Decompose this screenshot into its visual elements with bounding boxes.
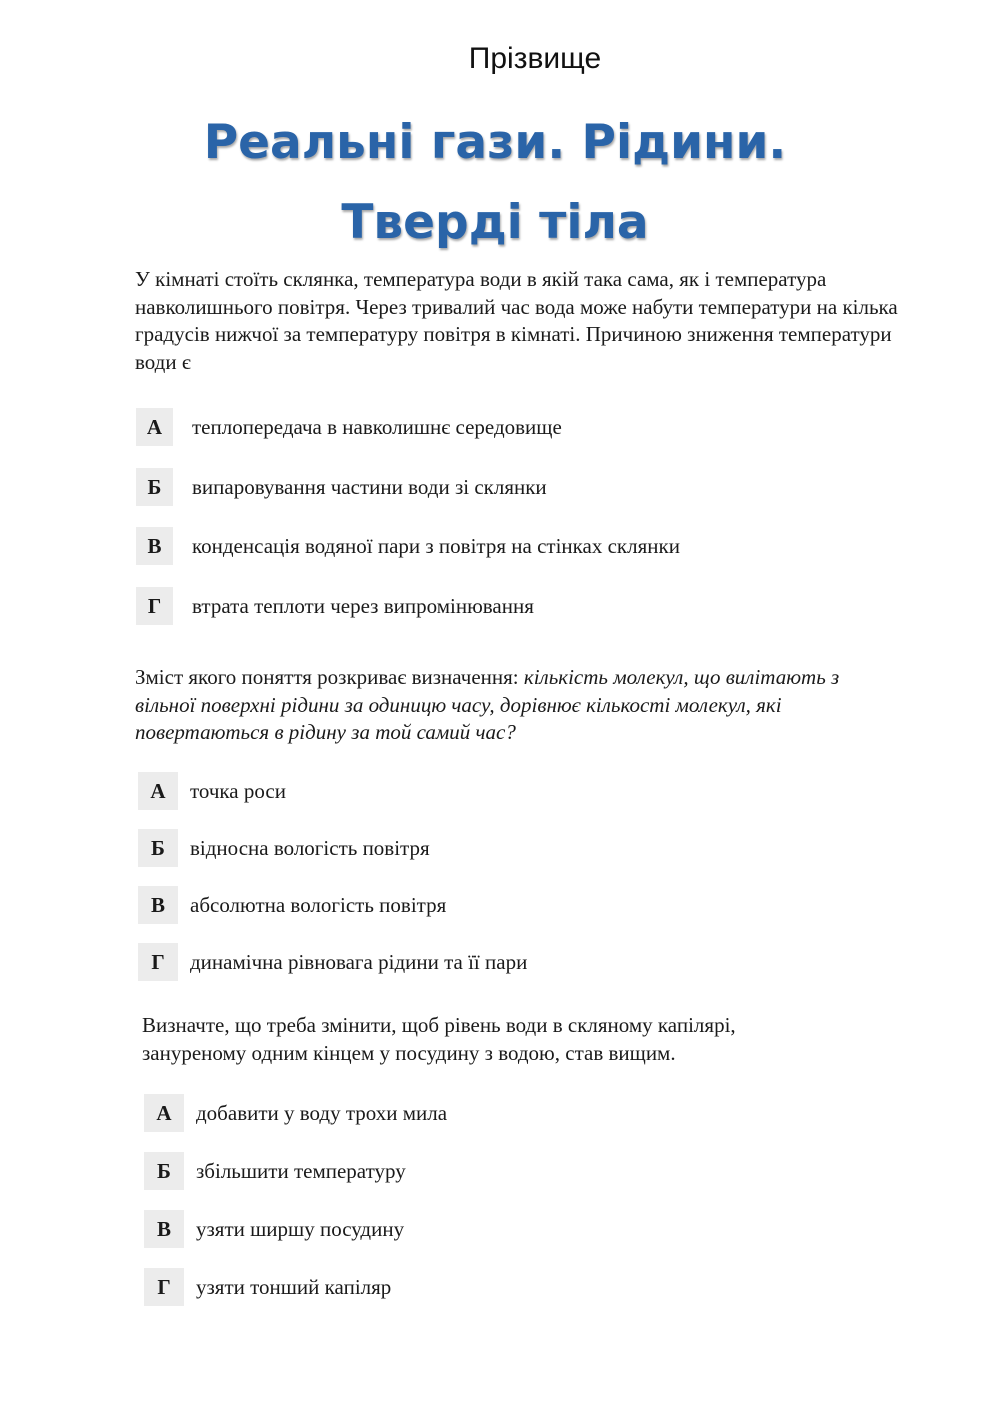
option-text: добавити у воду трохи мила xyxy=(196,1101,448,1125)
option-letter: Г xyxy=(138,943,178,981)
option-letter: Г xyxy=(144,1268,184,1306)
option-letter: В xyxy=(144,1210,184,1248)
surname-label: Прізвище xyxy=(468,42,602,75)
option-letter: Г xyxy=(136,587,173,625)
option-text: відносна вологість повітря xyxy=(190,836,430,860)
option-text: втрата теплоти через випромінювання xyxy=(192,594,534,618)
option-text: абсолютна вологість повітря xyxy=(190,893,447,917)
option-text: точка роси xyxy=(190,779,286,803)
option-letter: В xyxy=(136,527,173,565)
question-2-text-italic: кількість молекул, що вилітають з вільної поверхні рідини за одиницю часу, дорівнює кількості молекул, які повертаються в рідину за той самий час? xyxy=(135,665,840,744)
option-letter: В xyxy=(138,886,178,924)
option-text: випаровування частини води зі склянки xyxy=(192,475,547,499)
option-text: динамічна рівновага рідини та її пари xyxy=(190,950,528,974)
option-text: конденсація водяної пари з повітря на стінках склянки xyxy=(192,534,680,558)
question-2-text xyxy=(135,664,875,747)
option-letter: Б xyxy=(136,468,173,506)
option-letter: А xyxy=(136,408,173,446)
page-title-line2: Тверді тіла xyxy=(341,195,649,250)
option-letter: Б xyxy=(144,1152,184,1190)
question-2-text-plain: Зміст якого поняття розкриває визначення: xyxy=(135,665,524,689)
option-text: узяти ширшу посудину xyxy=(196,1217,405,1241)
option-letter: А xyxy=(144,1094,184,1132)
option-text: теплопередача в навколишнє середовище xyxy=(192,415,562,439)
option-text: узяти тонший капіляр xyxy=(196,1275,392,1299)
option-letter: А xyxy=(138,772,178,810)
option-text: збільшити температуру xyxy=(196,1159,406,1183)
option-letter: Б xyxy=(138,829,178,867)
page-title-line1: Реальні гази. Рідини. xyxy=(203,115,787,170)
question-1-text: У кімнаті стоїть склянка, температура води в якій така сама, як і температура навколишнього повітря. Через тривалий час вода може набути температури на кілька градусів нижчої за температуру повітря в кімнаті. Причиною зниження температури води є xyxy=(135,267,898,374)
question-3-text: Визначте, що треба змінити, щоб рівень води в скляному капілярі, зануреному одним кінцем у посудину з водою, став вищим. xyxy=(142,1013,736,1065)
